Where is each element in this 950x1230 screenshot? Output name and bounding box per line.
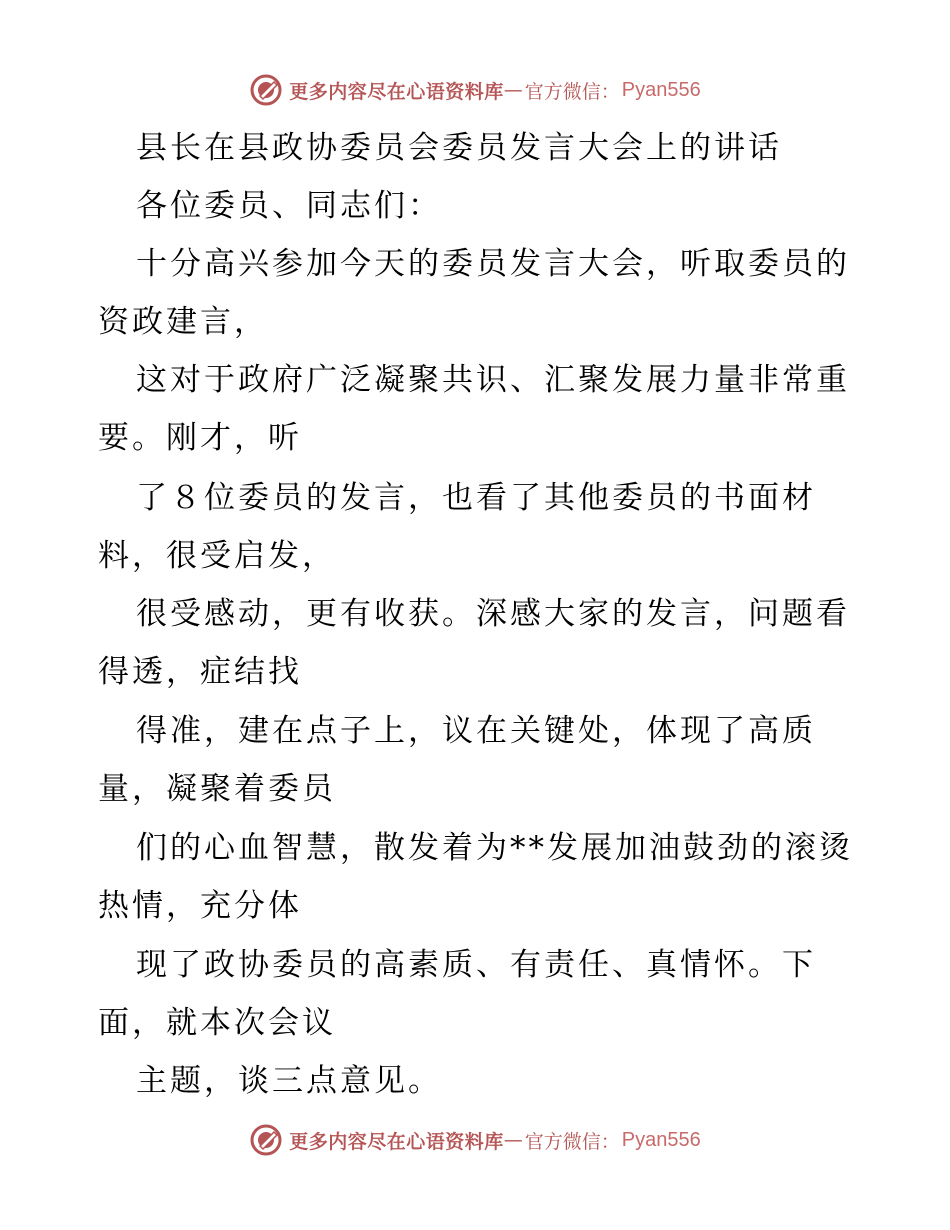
text-line: 们的心血智慧，散发着为**发展加油鼓劲的滚烫 [136,830,853,866]
pen-logo-icon [249,73,283,107]
watermark-text: 更多内容尽在心语资料库 [289,1130,504,1153]
text-line: 这对于政府广泛凝聚共识、汇聚发展力量非常重 [136,362,850,398]
text-line: 资政建言， [98,304,268,340]
text-line: 得准，建在点子上，议在关键处，体现了高质 [136,713,816,749]
wechat-account: Pyan556 [621,78,701,101]
text-line: 很受感动，更有收获。深感大家的发言，问题看 [136,596,850,632]
wechat-label: 官方微信： [524,80,620,103]
text-line: 面，就本次会议 [98,1005,336,1041]
wechat-account: Pyan556 [621,1128,701,1151]
text-line: 要。刚才，听 [98,420,302,456]
watermark-header [0,70,950,110]
watermark-footer [0,1120,950,1160]
text-line: 得透，症结找 [98,654,302,690]
text-line: 料，很受启发， [98,538,336,574]
text-line: 热情，充分体 [98,888,302,924]
text-line: 现了政协委员的高素质、有责任、真情怀。下 [136,947,816,983]
watermark-separator: — [503,79,523,101]
document-title: 县长在县政协委员会委员发言大会上的讲话 [136,130,782,166]
wechat-label: 官方微信： [524,1130,620,1153]
text-line: 量，凝聚着委员 [98,771,336,807]
text-line: 了８位委员的发言，也看了其他委员的书面材 [136,480,816,516]
pen-logo-icon [249,1123,283,1157]
watermark-separator: — [503,1129,523,1151]
text-line: 十分高兴参加今天的委员发言大会，听取委员的 [136,246,850,282]
text-line: 主题，谈三点意见。 [136,1063,442,1099]
salutation: 各位委员、同志们： [136,188,442,224]
watermark-text: 更多内容尽在心语资料库 [289,80,504,103]
